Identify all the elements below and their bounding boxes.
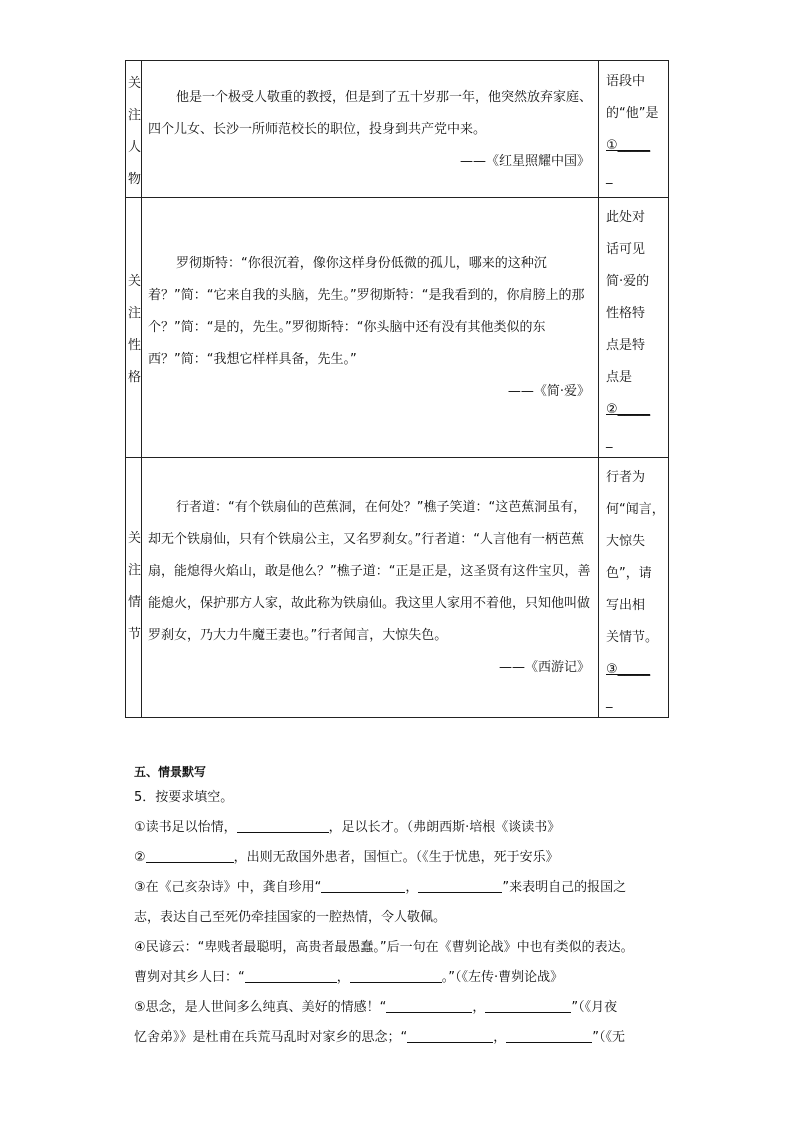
answer-blank-1[interactable]: ①_____ [606,138,651,153]
row-2-passage [148,248,594,408]
blank-line[interactable] [407,1028,493,1043]
blank-line[interactable] [485,998,571,1013]
fill-item-1: ①读书足以怡情， ，足以长才。（弗朗西斯·培根《谈读书》 [134,820,561,835]
table-border-top [125,60,669,61]
question-stem: 5．按要求填空。 [134,790,234,805]
row-2-prompt: 此处对 话可见 简·爱的 性格特 点是特 点是 ②_____ _ [606,202,662,458]
table-border-left [125,60,126,717]
answer-blank-2[interactable]: ②_____ [606,402,651,417]
passage-source: ——《简·爱》 [507,384,590,399]
blank-line[interactable] [418,878,502,893]
blank-line[interactable] [146,848,234,863]
row-1-side-label: 关 注 人 物 [128,76,142,187]
row-2-side-label: 关 注 性 格 [128,274,142,385]
answer-blank-3[interactable]: ③_____ [606,662,651,677]
row-1-passage [148,82,594,178]
passage-source: ——《西游记》 [498,660,590,675]
blank-line[interactable] [237,818,329,833]
section-title: 五、情景默写 [134,765,207,779]
fill-item-4-cont: 曹刿对其乡人曰：“ ， 。”（《左传·曹刿论战》 [134,970,564,985]
passage-source: ——《红星照耀中国》 [459,154,590,169]
blank-line[interactable] [245,968,337,983]
table-border-right [668,60,669,717]
table-divider-2 [598,60,599,717]
table-row-divider-1 [125,197,669,198]
passage-paragraph: 罗彻斯特：“你很沉着，像你这样身份低微的孤儿，哪来的这种沉着？”简：“它来自我的头脑，先生。”罗彻斯特：“是我看到的，你肩膀上的那个？”简：“是的，先生。”罗彻斯特：“你头脑中还有没有其他类似的东西？”简：“我想它样样具备，先生。” [148,256,585,367]
row-3-prompt: 行者为 何“闻言， 大惊失 色”，请 写出相 关情节。 ③_____ _ [606,470,665,709]
fill-item-5: ⑤思念，是人世间多么纯真、美好的情感！“ ， ”（《月夜 [134,1000,618,1015]
fill-item-2: ② ，出则无敌国外患者，国恒亡。（《生于忧患，死于安乐》 [134,850,559,865]
blank-line[interactable] [386,998,472,1013]
row-1-prompt: 语段中 的“他”是 ①_____ _ [606,66,662,194]
fill-item-3: ③在《己亥杂诗》中，龚自珍用“ ， ”来表明自己的报国之 [134,880,627,895]
blank-line[interactable] [350,968,442,983]
passage-paragraph: 行者道：“有个铁扇仙的芭蕉洞，在何处？”樵子笑道：“这芭蕉洞虽有，却无个铁扇仙，只有个铁扇公主，又名罗刹女。”行者道：“人言他有一柄芭蕉扇，能熄得火焰山，敢是他么？”樵子道：“正是正是，这圣贤有这件宝贝，善能熄火，保护那方人家，故此称为铁扇仙。我这里人家用不着他，只知他叫做罗刹女，乃大力牛魔王妻也。”行者闻言，大惊失色。 [148,500,591,643]
blank-line[interactable] [321,878,405,893]
table-border-bottom [125,717,669,718]
question-block [134,783,669,1053]
table-row-divider-2 [125,457,669,458]
passage-paragraph: 他是一个极受人敬重的教授，但是到了五十岁那一年，他突然放弃家庭、四个儿女、长沙一所师范校长的职位，投身到共产党中来。 [148,90,593,137]
blank-line[interactable] [506,1028,592,1043]
fill-item-3-cont: 志，表达自己至死仍牵挂国家的一腔热情，令人敬佩。 [134,910,447,925]
row-3-passage [148,492,594,684]
row-3-side-label: 关 注 情 节 [128,531,142,642]
fill-item-5-cont: 忆舍弟》》是杜甫在兵荒马乱时对家乡的思念；“ ， ”（《无 [134,1030,626,1045]
fill-item-4: ④民谚云：“卑贱者最聪明，高贵者最愚蠢。”后一句在《曹刿论战》中也有类似的表达。 [134,940,634,955]
